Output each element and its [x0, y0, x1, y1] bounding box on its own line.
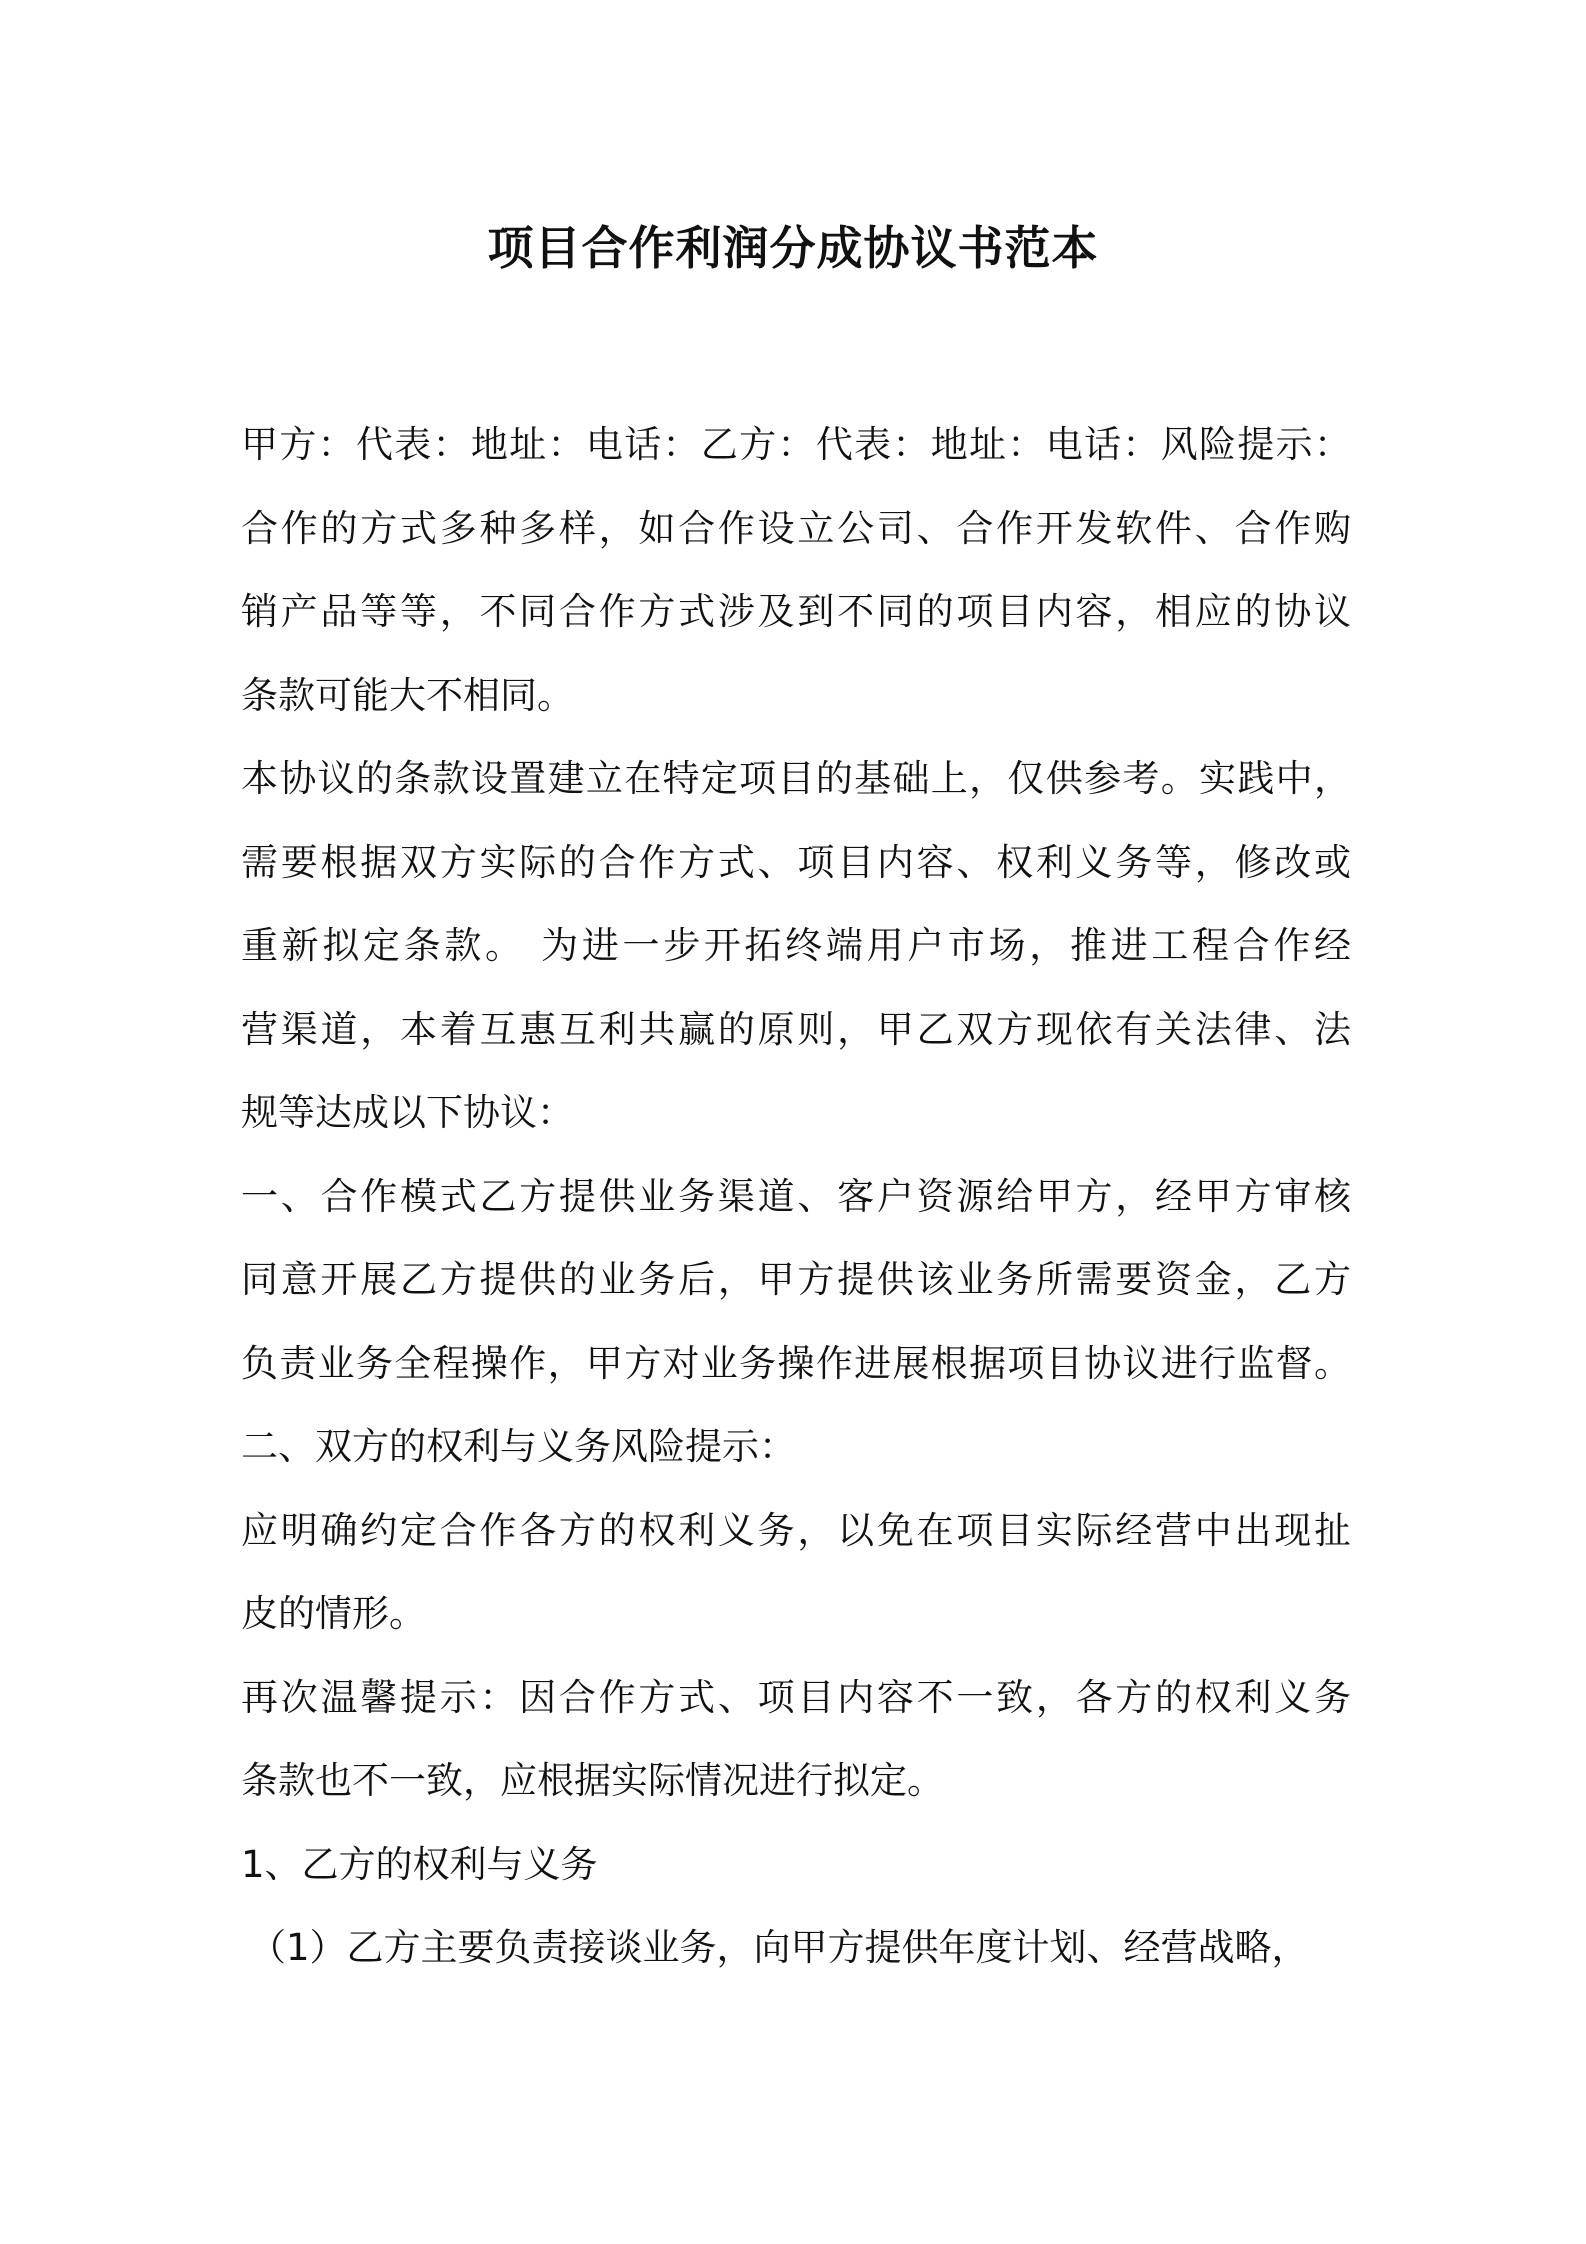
- section-heading-rights-obligations: 二、双方的权利与义务风险提示：: [241, 1425, 796, 1468]
- clause-item-1: （1）乙方主要负责接谈业务，向甲方提供年度计划、经营战略，: [249, 1926, 1309, 1969]
- document-body: [241, 403, 1371, 1990]
- body-line: 销产品等等，不同合作方式涉及到不同的项目内容，相应的协议: [241, 590, 1351, 633]
- body-line: 再次温馨提示：因合作方式、项目内容不一致，各方的权利义务: [241, 1675, 1351, 1719]
- body-line: 规等达成以下协议：: [241, 1091, 574, 1134]
- body-line: 应明确约定合作各方的权利义务，以免在项目实际经营中出现扯: [241, 1508, 1351, 1552]
- body-line: 条款可能大不相同。: [241, 673, 574, 717]
- body-line: 负责业务全程操作，甲方对业务操作进展根据项目协议进行监督。: [241, 1341, 1351, 1385]
- body-line-parties: 甲方：代表：地址：电话：乙方：代表：地址：电话：风险提示：: [241, 423, 1351, 466]
- body-line: 合作的方式多种多样，如合作设立公司、合作开发软件、合作购: [241, 506, 1351, 550]
- subsection-heading-party-b: 1、乙方的权利与义务: [241, 1842, 598, 1886]
- body-line: 同意开展乙方提供的业务后，甲方提供该业务所需要资金，乙方: [241, 1258, 1351, 1301]
- body-line: 本协议的条款设置建立在特定项目的基础上，仅供参考。实践中，: [241, 757, 1351, 800]
- body-line: 重新拟定条款。 为进一步开拓终端用户市场，推进工程合作经: [241, 924, 1351, 967]
- body-line: 皮的情形。: [241, 1592, 426, 1635]
- body-line: 需要根据双方实际的合作方式、项目内容、权利义务等，修改或: [241, 840, 1351, 884]
- document-title: 项目合作利润分成协议书范本: [487, 221, 1099, 275]
- body-line: 条款也不一致，应根据实际情况进行拟定。: [241, 1759, 944, 1802]
- body-line: 营渠道，本着互惠互利共赢的原则，甲乙双方现依有关法律、法: [241, 1007, 1351, 1051]
- section-heading-cooperation-mode: 一、合作模式乙方提供业务渠道、客户资源给甲方，经甲方审核: [241, 1174, 1351, 1218]
